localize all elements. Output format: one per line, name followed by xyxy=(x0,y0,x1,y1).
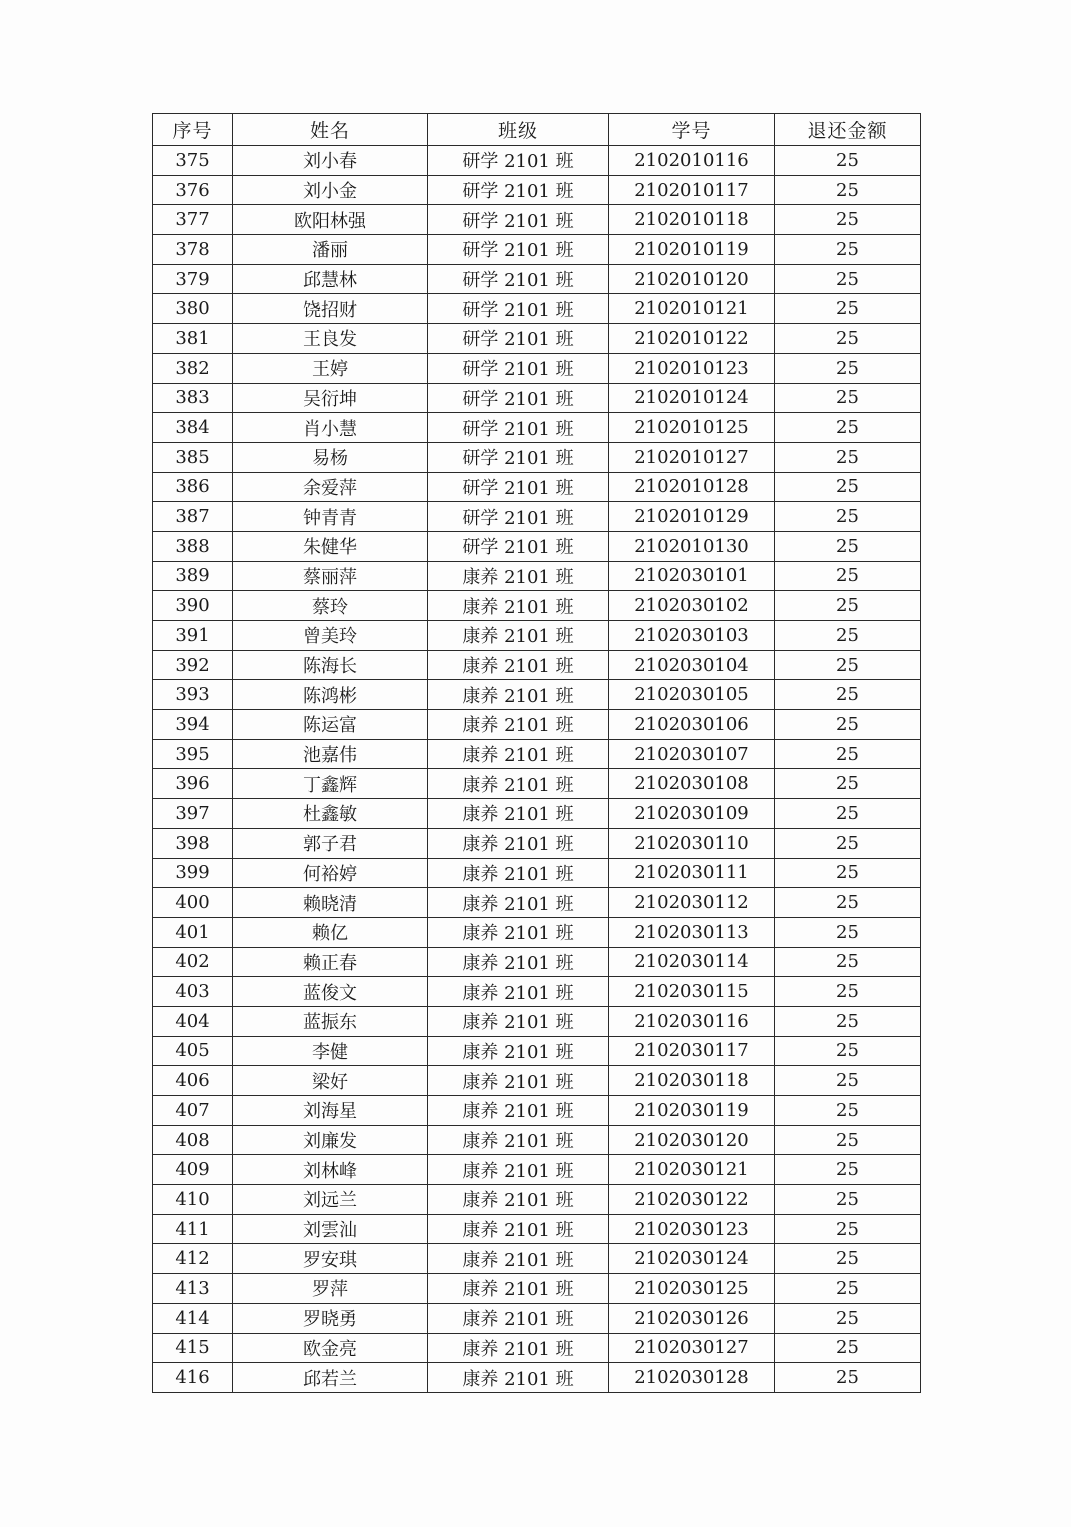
cell-refund-amount: 25 xyxy=(775,383,921,413)
cell-class: 康养 2101 班 xyxy=(428,828,609,858)
cell-class: 康养 2101 班 xyxy=(428,769,609,799)
cell-refund-amount: 25 xyxy=(775,353,921,383)
cell-seq: 379 xyxy=(153,264,233,294)
cell-refund-amount: 25 xyxy=(775,264,921,294)
cell-class: 康养 2101 班 xyxy=(428,1066,609,1096)
cell-class: 研学 2101 班 xyxy=(428,353,609,383)
cell-name: 刘廉发 xyxy=(233,1125,428,1155)
cell-student-id: 2102010124 xyxy=(609,383,775,413)
cell-name: 朱健华 xyxy=(233,531,428,561)
cell-student-id: 2102030128 xyxy=(609,1363,775,1393)
cell-seq: 410 xyxy=(153,1185,233,1215)
cell-class: 康养 2101 班 xyxy=(428,710,609,740)
table-row xyxy=(153,1363,921,1393)
cell-name: 杜鑫敏 xyxy=(233,799,428,829)
cell-class: 康养 2101 班 xyxy=(428,1006,609,1036)
cell-refund-amount: 25 xyxy=(775,858,921,888)
cell-name: 李健 xyxy=(233,1036,428,1066)
table-row xyxy=(153,413,921,443)
cell-refund-amount: 25 xyxy=(775,1214,921,1244)
cell-seq: 377 xyxy=(153,205,233,235)
cell-student-id: 2102010119 xyxy=(609,235,775,265)
cell-class: 研学 2101 班 xyxy=(428,383,609,413)
cell-refund-amount: 25 xyxy=(775,1125,921,1155)
cell-student-id: 2102030123 xyxy=(609,1214,775,1244)
cell-seq: 391 xyxy=(153,621,233,651)
table-row xyxy=(153,888,921,918)
cell-student-id: 2102030111 xyxy=(609,858,775,888)
cell-class: 康养 2101 班 xyxy=(428,977,609,1007)
cell-name: 梁好 xyxy=(233,1066,428,1096)
table-row xyxy=(153,264,921,294)
cell-name: 罗晓勇 xyxy=(233,1303,428,1333)
cell-student-id: 2102030105 xyxy=(609,680,775,710)
cell-student-id: 2102030114 xyxy=(609,947,775,977)
table-row xyxy=(153,1155,921,1185)
cell-refund-amount: 25 xyxy=(775,1066,921,1096)
cell-seq: 414 xyxy=(153,1303,233,1333)
cell-seq: 403 xyxy=(153,977,233,1007)
cell-seq: 397 xyxy=(153,799,233,829)
cell-class: 康养 2101 班 xyxy=(428,1363,609,1393)
cell-class: 康养 2101 班 xyxy=(428,917,609,947)
table-row xyxy=(153,680,921,710)
cell-student-id: 2102010120 xyxy=(609,264,775,294)
table-row xyxy=(153,1274,921,1304)
cell-seq: 416 xyxy=(153,1363,233,1393)
cell-seq: 383 xyxy=(153,383,233,413)
cell-class: 研学 2101 班 xyxy=(428,324,609,354)
cell-class: 康养 2101 班 xyxy=(428,739,609,769)
table-row xyxy=(153,442,921,472)
cell-seq: 395 xyxy=(153,739,233,769)
cell-name: 池嘉伟 xyxy=(233,739,428,769)
cell-class: 康养 2101 班 xyxy=(428,1096,609,1126)
cell-student-id: 2102010125 xyxy=(609,413,775,443)
cell-seq: 380 xyxy=(153,294,233,324)
cell-class: 康养 2101 班 xyxy=(428,888,609,918)
table-row xyxy=(153,650,921,680)
header-name: 姓名 xyxy=(233,114,428,146)
cell-class: 康养 2101 班 xyxy=(428,947,609,977)
cell-class: 康养 2101 班 xyxy=(428,1214,609,1244)
cell-name: 蓝俊文 xyxy=(233,977,428,1007)
cell-refund-amount: 25 xyxy=(775,1363,921,1393)
cell-class: 研学 2101 班 xyxy=(428,146,609,176)
cell-student-id: 2102010129 xyxy=(609,502,775,532)
cell-seq: 406 xyxy=(153,1066,233,1096)
table-row xyxy=(153,1125,921,1155)
cell-refund-amount: 25 xyxy=(775,1006,921,1036)
cell-refund-amount: 25 xyxy=(775,1303,921,1333)
cell-student-id: 2102030127 xyxy=(609,1333,775,1363)
cell-seq: 400 xyxy=(153,888,233,918)
cell-name: 赖晓清 xyxy=(233,888,428,918)
cell-seq: 390 xyxy=(153,591,233,621)
table-row xyxy=(153,828,921,858)
cell-name: 曾美玲 xyxy=(233,621,428,651)
cell-refund-amount: 25 xyxy=(775,947,921,977)
cell-class: 研学 2101 班 xyxy=(428,205,609,235)
cell-name: 王婷 xyxy=(233,353,428,383)
cell-name: 肖小慧 xyxy=(233,413,428,443)
cell-name: 何裕婷 xyxy=(233,858,428,888)
cell-refund-amount: 25 xyxy=(775,917,921,947)
cell-student-id: 2102030117 xyxy=(609,1036,775,1066)
cell-class: 康养 2101 班 xyxy=(428,650,609,680)
cell-seq: 411 xyxy=(153,1214,233,1244)
table-row xyxy=(153,1006,921,1036)
cell-refund-amount: 25 xyxy=(775,799,921,829)
cell-student-id: 2102010121 xyxy=(609,294,775,324)
cell-name: 吴衍坤 xyxy=(233,383,428,413)
cell-class: 康养 2101 班 xyxy=(428,1274,609,1304)
cell-refund-amount: 25 xyxy=(775,710,921,740)
cell-refund-amount: 25 xyxy=(775,1333,921,1363)
cell-refund-amount: 25 xyxy=(775,1155,921,1185)
table-row xyxy=(153,531,921,561)
cell-name: 丁鑫辉 xyxy=(233,769,428,799)
cell-refund-amount: 25 xyxy=(775,1185,921,1215)
table-row xyxy=(153,1214,921,1244)
table-row xyxy=(153,383,921,413)
table-row xyxy=(153,1333,921,1363)
cell-name: 罗安琪 xyxy=(233,1244,428,1274)
cell-class: 研学 2101 班 xyxy=(428,413,609,443)
cell-name: 蓝振东 xyxy=(233,1006,428,1036)
cell-name: 余爱萍 xyxy=(233,472,428,502)
cell-student-id: 2102010130 xyxy=(609,531,775,561)
table-row xyxy=(153,917,921,947)
table-row xyxy=(153,1185,921,1215)
header-student-id: 学号 xyxy=(609,114,775,146)
cell-seq: 407 xyxy=(153,1096,233,1126)
table-row xyxy=(153,1036,921,1066)
cell-refund-amount: 25 xyxy=(775,413,921,443)
cell-seq: 409 xyxy=(153,1155,233,1185)
table-row xyxy=(153,977,921,1007)
cell-class: 康养 2101 班 xyxy=(428,1155,609,1185)
cell-name: 罗萍 xyxy=(233,1274,428,1304)
table-row xyxy=(153,146,921,176)
cell-seq: 405 xyxy=(153,1036,233,1066)
cell-class: 康养 2101 班 xyxy=(428,1185,609,1215)
cell-student-id: 2102030107 xyxy=(609,739,775,769)
table-header xyxy=(153,114,921,146)
cell-class: 研学 2101 班 xyxy=(428,442,609,472)
cell-name: 蔡丽萍 xyxy=(233,561,428,591)
table-row xyxy=(153,591,921,621)
cell-student-id: 2102010118 xyxy=(609,205,775,235)
cell-class: 康养 2101 班 xyxy=(428,1125,609,1155)
table-row xyxy=(153,1066,921,1096)
cell-student-id: 2102010128 xyxy=(609,472,775,502)
cell-seq: 387 xyxy=(153,502,233,532)
cell-name: 刘海星 xyxy=(233,1096,428,1126)
cell-refund-amount: 25 xyxy=(775,591,921,621)
refund-table xyxy=(152,113,921,1393)
cell-class: 研学 2101 班 xyxy=(428,531,609,561)
table-row xyxy=(153,353,921,383)
cell-class: 康养 2101 班 xyxy=(428,858,609,888)
table-row xyxy=(153,205,921,235)
cell-name: 王良发 xyxy=(233,324,428,354)
cell-class: 康养 2101 班 xyxy=(428,591,609,621)
cell-class: 研学 2101 班 xyxy=(428,502,609,532)
cell-student-id: 2102010116 xyxy=(609,146,775,176)
cell-seq: 394 xyxy=(153,710,233,740)
cell-student-id: 2102030115 xyxy=(609,977,775,1007)
cell-seq: 393 xyxy=(153,680,233,710)
cell-seq: 388 xyxy=(153,531,233,561)
cell-seq: 402 xyxy=(153,947,233,977)
cell-seq: 381 xyxy=(153,324,233,354)
cell-class: 康养 2101 班 xyxy=(428,680,609,710)
cell-seq: 382 xyxy=(153,353,233,383)
table-row xyxy=(153,561,921,591)
cell-refund-amount: 25 xyxy=(775,235,921,265)
cell-refund-amount: 25 xyxy=(775,1096,921,1126)
cell-seq: 398 xyxy=(153,828,233,858)
cell-student-id: 2102030110 xyxy=(609,828,775,858)
cell-refund-amount: 25 xyxy=(775,769,921,799)
cell-student-id: 2102030118 xyxy=(609,1066,775,1096)
cell-student-id: 2102030126 xyxy=(609,1303,775,1333)
table-row xyxy=(153,947,921,977)
cell-name: 赖亿 xyxy=(233,917,428,947)
cell-seq: 392 xyxy=(153,650,233,680)
cell-seq: 415 xyxy=(153,1333,233,1363)
cell-class: 康养 2101 班 xyxy=(428,561,609,591)
cell-seq: 376 xyxy=(153,175,233,205)
table-row xyxy=(153,235,921,265)
cell-refund-amount: 25 xyxy=(775,888,921,918)
cell-seq: 412 xyxy=(153,1244,233,1274)
cell-refund-amount: 25 xyxy=(775,205,921,235)
cell-name: 欧阳林强 xyxy=(233,205,428,235)
cell-seq: 386 xyxy=(153,472,233,502)
cell-seq: 408 xyxy=(153,1125,233,1155)
cell-student-id: 2102010123 xyxy=(609,353,775,383)
cell-student-id: 2102010117 xyxy=(609,175,775,205)
cell-student-id: 2102030119 xyxy=(609,1096,775,1126)
cell-student-id: 2102030104 xyxy=(609,650,775,680)
cell-name: 易杨 xyxy=(233,442,428,472)
cell-student-id: 2102030112 xyxy=(609,888,775,918)
cell-student-id: 2102030102 xyxy=(609,591,775,621)
cell-refund-amount: 25 xyxy=(775,650,921,680)
table-row xyxy=(153,769,921,799)
table-row xyxy=(153,1244,921,1274)
table-row xyxy=(153,799,921,829)
cell-seq: 399 xyxy=(153,858,233,888)
cell-name: 陈鸿彬 xyxy=(233,680,428,710)
cell-class: 康养 2101 班 xyxy=(428,621,609,651)
cell-class: 研学 2101 班 xyxy=(428,294,609,324)
cell-class: 康养 2101 班 xyxy=(428,1303,609,1333)
cell-name: 陈海长 xyxy=(233,650,428,680)
cell-name: 潘丽 xyxy=(233,235,428,265)
table-row xyxy=(153,739,921,769)
cell-student-id: 2102030113 xyxy=(609,917,775,947)
cell-name: 陈运富 xyxy=(233,710,428,740)
header-row xyxy=(153,114,921,146)
cell-refund-amount: 25 xyxy=(775,502,921,532)
header-refund-amount: 退还金额 xyxy=(775,114,921,146)
cell-refund-amount: 25 xyxy=(775,1244,921,1274)
cell-name: 蔡玲 xyxy=(233,591,428,621)
cell-name: 刘林峰 xyxy=(233,1155,428,1185)
cell-name: 赖正春 xyxy=(233,947,428,977)
table-body xyxy=(153,146,921,1393)
cell-name: 郭子君 xyxy=(233,828,428,858)
cell-student-id: 2102030101 xyxy=(609,561,775,591)
cell-class: 康养 2101 班 xyxy=(428,1333,609,1363)
cell-student-id: 2102030109 xyxy=(609,799,775,829)
cell-seq: 404 xyxy=(153,1006,233,1036)
cell-student-id: 2102030103 xyxy=(609,621,775,651)
cell-student-id: 2102030125 xyxy=(609,1274,775,1304)
table-row xyxy=(153,858,921,888)
cell-refund-amount: 25 xyxy=(775,828,921,858)
table-row xyxy=(153,621,921,651)
cell-student-id: 2102030108 xyxy=(609,769,775,799)
cell-seq: 396 xyxy=(153,769,233,799)
cell-refund-amount: 25 xyxy=(775,294,921,324)
table-row xyxy=(153,294,921,324)
cell-refund-amount: 25 xyxy=(775,680,921,710)
cell-refund-amount: 25 xyxy=(775,1274,921,1304)
table-row xyxy=(153,324,921,354)
cell-class: 康养 2101 班 xyxy=(428,799,609,829)
cell-seq: 385 xyxy=(153,442,233,472)
cell-student-id: 2102010122 xyxy=(609,324,775,354)
cell-refund-amount: 25 xyxy=(775,561,921,591)
cell-name: 钟青青 xyxy=(233,502,428,532)
table-row xyxy=(153,1303,921,1333)
cell-refund-amount: 25 xyxy=(775,739,921,769)
table-row xyxy=(153,710,921,740)
cell-class: 康养 2101 班 xyxy=(428,1244,609,1274)
cell-seq: 389 xyxy=(153,561,233,591)
cell-refund-amount: 25 xyxy=(775,472,921,502)
cell-refund-amount: 25 xyxy=(775,1036,921,1066)
table-row xyxy=(153,502,921,532)
cell-refund-amount: 25 xyxy=(775,324,921,354)
cell-student-id: 2102010127 xyxy=(609,442,775,472)
cell-refund-amount: 25 xyxy=(775,146,921,176)
cell-class: 康养 2101 班 xyxy=(428,1036,609,1066)
cell-refund-amount: 25 xyxy=(775,621,921,651)
cell-class: 研学 2101 班 xyxy=(428,235,609,265)
table-row xyxy=(153,472,921,502)
cell-student-id: 2102030116 xyxy=(609,1006,775,1036)
cell-seq: 384 xyxy=(153,413,233,443)
cell-name: 邱若兰 xyxy=(233,1363,428,1393)
cell-refund-amount: 25 xyxy=(775,977,921,1007)
cell-name: 饶招财 xyxy=(233,294,428,324)
cell-class: 研学 2101 班 xyxy=(428,264,609,294)
cell-name: 欧金亮 xyxy=(233,1333,428,1363)
cell-class: 研学 2101 班 xyxy=(428,175,609,205)
cell-name: 邱慧林 xyxy=(233,264,428,294)
cell-student-id: 2102030106 xyxy=(609,710,775,740)
cell-student-id: 2102030120 xyxy=(609,1125,775,1155)
cell-seq: 413 xyxy=(153,1274,233,1304)
cell-refund-amount: 25 xyxy=(775,442,921,472)
cell-seq: 378 xyxy=(153,235,233,265)
header-seq: 序号 xyxy=(153,114,233,146)
cell-class: 研学 2101 班 xyxy=(428,472,609,502)
cell-seq: 375 xyxy=(153,146,233,176)
cell-name: 刘雲汕 xyxy=(233,1214,428,1244)
cell-name: 刘小春 xyxy=(233,146,428,176)
cell-student-id: 2102030121 xyxy=(609,1155,775,1185)
cell-student-id: 2102030124 xyxy=(609,1244,775,1274)
cell-student-id: 2102030122 xyxy=(609,1185,775,1215)
cell-name: 刘小金 xyxy=(233,175,428,205)
cell-refund-amount: 25 xyxy=(775,175,921,205)
cell-refund-amount: 25 xyxy=(775,531,921,561)
cell-seq: 401 xyxy=(153,917,233,947)
cell-name: 刘远兰 xyxy=(233,1185,428,1215)
table-row xyxy=(153,1096,921,1126)
header-class: 班级 xyxy=(428,114,609,146)
table-row xyxy=(153,175,921,205)
